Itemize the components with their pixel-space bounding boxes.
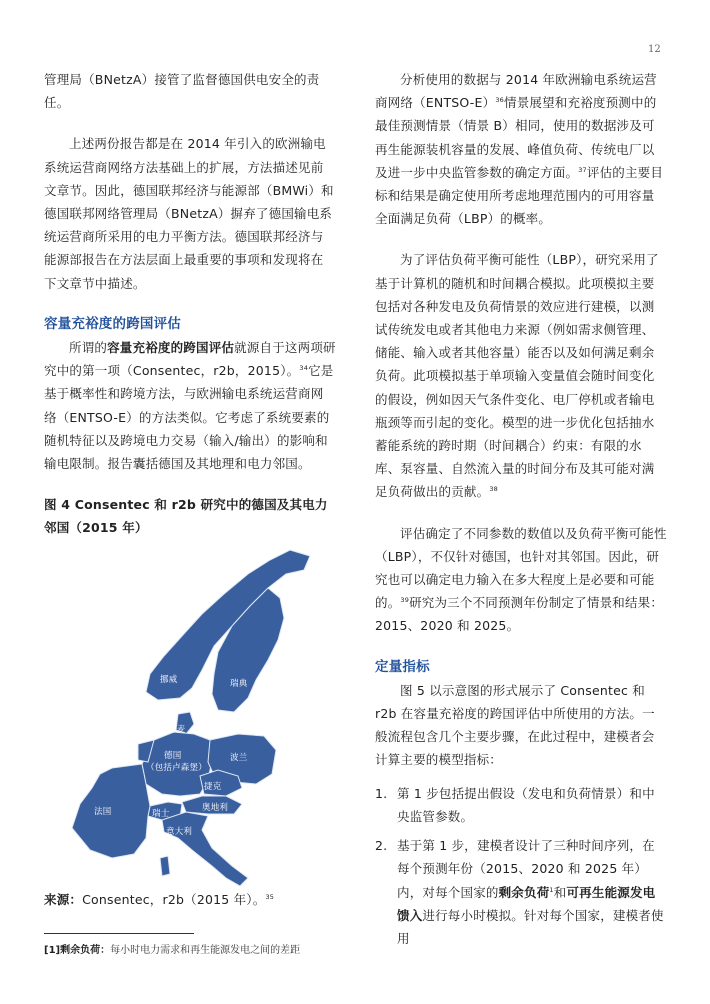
section-heading: 容量充裕度的跨国评估 [44, 315, 181, 332]
bold-term: 可再生能源发电馈入 [397, 884, 656, 923]
list-item [375, 782, 667, 828]
text: 分析使用的数据与 2014 年欧洲输电系统运营商网络（ENTSO-E） [375, 72, 657, 111]
text: 研究为三个不同预测年份制定了情景和结果：2015、2020 和 2025。 [375, 595, 664, 634]
footnote-divider [44, 933, 194, 934]
list-number: 1. [375, 785, 388, 801]
map-label-italy: 意大利 [166, 826, 193, 837]
map-label-austria: 奥地利 [202, 802, 229, 813]
page-number: 12 [648, 44, 661, 55]
map-label-switzerland: 瑞士 [152, 808, 170, 819]
paragraph: 上述两份报告都是在 2014 年引入的欧洲输电系统运营商网络方法基础上的扩展，方法描述见前文章节。因此，德国联邦经济与能源部（BMWi）和德国联邦网络管理局（BNetzA）摒弃了德国输电系统运营商所采用的电力平衡方法。德国联邦经济与能源部报告在方法层面上最重要的事项和发现将在下文章节中描述。 [44, 136, 334, 291]
europe-map [42, 548, 332, 888]
italy-shape [162, 812, 248, 886]
list-text: 和 [553, 884, 567, 900]
map-label-poland: 波兰 [230, 752, 248, 763]
footnote [44, 941, 300, 956]
bold-term: 剩余负荷 [498, 884, 550, 900]
right-column [375, 68, 667, 956]
list-text: 第 1 步包括提出假设（发电和负荷情景）和中央监管参数。 [397, 785, 655, 824]
map-label-germany-sub: （包括卢森堡） [146, 762, 207, 773]
text: 评估的主要目标和结果是确定使用所考虑地理范围内的可用容量全面满足负荷（LBP）的概率。 [375, 164, 664, 227]
source-label: 来源： [44, 891, 83, 907]
map-label-denmark: 丹麦 [168, 724, 186, 735]
text: 它是基于概率性和跨境方法，与欧洲输电系统运营商网络（ENTSO-E）的方法类似。它考虑了系统要素的随机特征以及跨境电力交易（输入/输出）的影响和输电限制。报告囊括德国及其地理和电力邻国。 [44, 363, 334, 472]
figure-source [44, 888, 336, 911]
paragraph [375, 522, 667, 638]
source-text: Consentec，r2b（2015 年）。 [82, 891, 266, 907]
footnote-text: 每小时电力需求和再生能源发电之间的差距 [110, 945, 301, 956]
paragraph: 图 5 以示意图的形式展示了 Consentec 和 r2b 在容量充裕度的跨国评估中所使用的方法。一般流程包含几个主要步骤，在此过程中，建模者会计算主要的模型指标： [375, 682, 655, 768]
sardinia-shape [160, 856, 170, 876]
map-label-czech: 捷克 [204, 781, 222, 792]
citation-superscript: 35 [265, 892, 275, 901]
bold-term: 容量充裕度的跨国评估 [107, 340, 235, 356]
map-label-sweden: 瑞典 [230, 678, 248, 689]
section-heading: 定量指标 [375, 658, 430, 675]
map-label-norway: 挪威 [160, 674, 178, 685]
citation-superscript: 37 [578, 165, 587, 174]
footnote-marker: 1 [549, 885, 554, 894]
paragraph [375, 68, 667, 230]
map-label-france: 法国 [94, 806, 112, 817]
map-label-germany: 德国 [164, 750, 182, 761]
list-number: 2. [375, 838, 388, 854]
paragraph: 管理局（BNetzA）接管了监督德国供电安全的责任。 [44, 72, 320, 111]
citation-superscript: 38 [489, 485, 498, 494]
text: 评估确定了不同参数的数值以及负荷平衡可能性（LBP），不仅针对德国，也针对其邻国。因此，研究也可以确定电力输入在多大程度上是必要和可能的。 [375, 525, 667, 611]
paragraph [375, 248, 667, 503]
footnote-label: [1]剩余负荷： [44, 945, 111, 956]
steps-list [375, 782, 667, 950]
list-text: 进行每小时模拟。针对每个国家，建模者使用 [397, 907, 664, 946]
citation-superscript: 36 [495, 96, 504, 105]
text: 情景展望和充裕度预测中的最佳预测情景（情景 B）相同，使用的数据涉及可再生能源装机容量的发展、峰值负荷、传统电厂以及进一步中央监管参数的确定方面。 [375, 95, 657, 180]
left-column [44, 68, 336, 911]
paragraph [44, 336, 336, 475]
text: 就源自于这两项研究中的第一项（Consentec，r2b，2015）。 [44, 340, 336, 379]
list-text: 基于第 1 步，建模者设计了三种时间序列，在每个预测年份（2015、2020 和 2025 年）内，对每个国家的 [397, 838, 655, 900]
text: 为了评估负荷平衡可能性（LBP），研究采用了基于计算机的随机和时间耦合模拟。此项模拟主要包括对各种发电及负荷情景的效应进行建模，以测试传统发电或者其他电力来源（例如需求侧管理、储能、输入或者其他容量）能否以及如何满足剩余负荷。此项模拟基于单项输入变量值会随时间变化的假设，例如因天气条件变化、电厂停机或者输电瓶颈等而引起的变化。模型的进一步优化包括抽水蓄能系统的跨时期（时间耦合）约束：有限的水库、泵容量、自然流入量的时间分布及其可能对满足负荷做出的贡献。 [375, 252, 659, 500]
citation-superscript: 39 [400, 596, 410, 605]
figure-caption: 图 4 Consentec 和 r2b 研究中的德国及其电力邻国（2015 年） [44, 497, 328, 536]
citation-superscript: 34 [299, 364, 309, 373]
list-item [375, 834, 667, 950]
text: 所谓的 [69, 340, 108, 356]
